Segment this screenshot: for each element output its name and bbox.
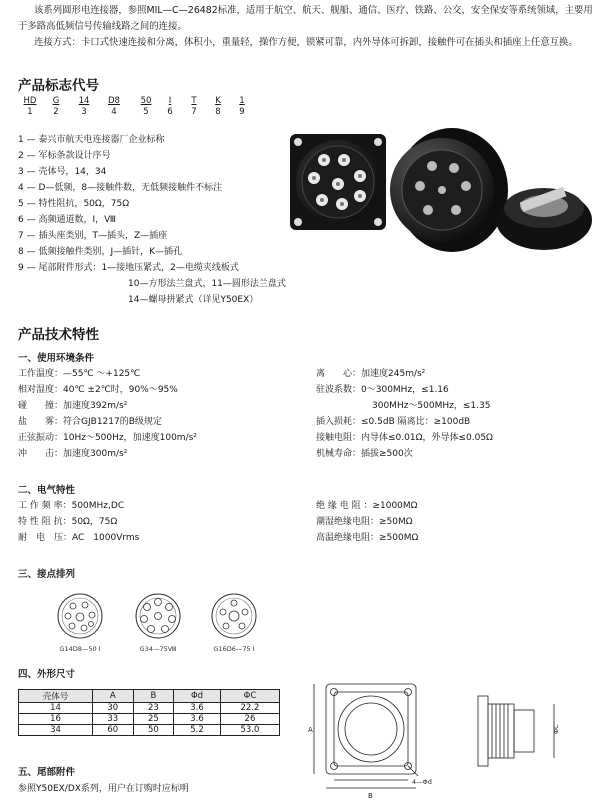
code-def-item: 1 — 泰兴市航天电连接器厂企业标称 xyxy=(18,135,165,145)
elec-right-value: ≥50MΩ xyxy=(379,517,413,527)
elec-left-value: AC 1000Vrms xyxy=(72,533,140,543)
elec-left-value: 500MHz,DC xyxy=(71,501,125,511)
env-left-value: 加速度300m/s² xyxy=(63,449,128,459)
intro-paragraph-1: 该系列圆形电连接器，参照MIL—C—26482标准，适用于航空、航天、舰船、通信、医疗、铁路、公交，安全保安等系统领域，主要用于多路高低频信号传输线路之间的连接。 xyxy=(18,5,593,32)
table-cell: 34 xyxy=(19,725,93,736)
env-left-value: —55℃ ～+125℃ xyxy=(63,369,141,379)
outline-drawing xyxy=(300,676,596,802)
env-left-value: 符合GJB1217的B级规定 xyxy=(63,417,162,427)
table-header-cell: 壳体号 xyxy=(19,690,93,703)
code-designation xyxy=(22,96,254,117)
env-left-key: 冲 击： xyxy=(18,449,64,459)
connector-photo xyxy=(282,124,594,256)
code-part: K xyxy=(215,96,221,106)
env-left-key: 工作温度： xyxy=(18,369,64,379)
env-right-value: 300MHz～500MHz，≤1.35 xyxy=(372,401,491,411)
elec-right-row xyxy=(316,530,596,546)
table-cell: 30 xyxy=(93,703,134,714)
env-left-value: 40℃ ±2℃时，90%～95% xyxy=(63,385,178,395)
table-cell: 22.2 xyxy=(220,703,279,714)
env-right-value: ≤0.5dB 隔离比：≥100dB xyxy=(361,417,471,427)
table-cell: 23 xyxy=(133,703,174,714)
elec-right-key: 绝 缘 电 阻 ： xyxy=(316,501,373,511)
table-cell: 3.6 xyxy=(174,714,221,725)
env-left-row xyxy=(18,366,308,382)
elec-right-value: ≥500MΩ xyxy=(379,533,419,543)
section-title-code: 产品标志代号 xyxy=(18,78,99,94)
dim-label-c: ΦC xyxy=(552,724,560,734)
table-header-cell: B xyxy=(133,690,174,703)
section-title-spec: 产品技术特性 xyxy=(18,327,99,343)
env-left-row xyxy=(18,430,308,446)
elec-left-row xyxy=(18,498,308,514)
table-row xyxy=(19,725,280,736)
table-cell: 50 xyxy=(133,725,174,736)
code-index: 8 xyxy=(215,107,221,117)
elec-left-key: 耐 电 压： xyxy=(18,533,73,543)
code-def-item: 14—螺母拼紧式（详见Y50EX） xyxy=(128,295,259,305)
env-right-value: 插拔≥500次 xyxy=(361,449,413,459)
code-part: 50 xyxy=(140,96,152,106)
env-right-row xyxy=(316,430,596,446)
env-title: 一、使用环境条件 xyxy=(18,353,95,364)
env-right-list xyxy=(316,366,596,462)
code-index: 7 xyxy=(191,107,197,117)
table-cell: 16 xyxy=(19,714,93,725)
elec-right-key: 潮湿绝缘电阻： xyxy=(316,517,380,527)
code-definitions xyxy=(18,132,318,308)
table-cell: 60 xyxy=(93,725,134,736)
elec-left-key: 特 性 阻 抗： xyxy=(18,517,72,527)
contact-diagram-3 xyxy=(210,592,258,640)
elec-left-value: 50Ω，75Ω xyxy=(71,517,118,527)
env-right-row xyxy=(316,414,596,430)
env-right-key: 机械寿命： xyxy=(316,449,362,459)
env-right-row xyxy=(316,398,596,414)
elec-right-key: 高温绝缘电阻： xyxy=(316,533,380,543)
code-part: HD xyxy=(23,96,37,106)
contact-title: 三、接点排列 xyxy=(18,569,76,580)
intro-paragraph-2: 连接方式：卡口式快速连接和分离，体积小，重量轻，操作方便，锁紧可靠，内外导体可拆卸，接触件可在插头和插座上任意互换。 xyxy=(34,37,578,48)
contact-diagram-1 xyxy=(56,592,104,640)
elec-right-list xyxy=(316,498,596,546)
code-def-item: 8 — 低频接触件类别，J—插针，K—插孔 xyxy=(18,247,183,257)
elec-right-row xyxy=(316,498,596,514)
code-index: 4 xyxy=(111,107,117,117)
code-part: 14 xyxy=(78,96,90,106)
table-cell: 3.6 xyxy=(174,703,221,714)
env-right-key: 接触电阻： xyxy=(316,433,362,443)
code-index: 5 xyxy=(143,107,149,117)
code-def-item: 3 — 壳体号，14，34 xyxy=(18,167,107,177)
env-left-row xyxy=(18,414,308,430)
dims-title: 四、外形尺寸 xyxy=(18,669,76,680)
env-right-value: 0～300MHz，≤1.16 xyxy=(361,385,449,395)
env-right-key: 驻波系数： xyxy=(316,385,362,395)
tail-text: 参照Y50EX/DX系列，用户在订购时应标明 xyxy=(18,784,189,794)
code-def-item: 6 — 高频通道数，Ⅰ，Ⅷ xyxy=(18,215,116,225)
env-right-row xyxy=(316,382,596,398)
elec-left-row xyxy=(18,530,308,546)
code-def-item: 2 — 军标条款设计序号 xyxy=(18,151,111,161)
env-left-row xyxy=(18,446,308,462)
code-index: 1 xyxy=(27,107,33,117)
elec-left-list xyxy=(18,498,308,546)
env-right-row xyxy=(316,366,596,382)
code-def-item: 7 — 插头座类别，T—插头，Z—插座 xyxy=(18,231,168,241)
env-left-row xyxy=(18,382,308,398)
env-left-key: 盐 雾： xyxy=(18,417,64,427)
table-header-cell: Φd xyxy=(174,690,221,703)
env-left-row xyxy=(18,398,308,414)
table-header-cell: A xyxy=(93,690,134,703)
code-def-item: 9 — 尾部附件形式：1—接地压紧式，2—电缆夹线板式 xyxy=(18,263,239,273)
code-index: 9 xyxy=(239,107,245,117)
table-cell: 26 xyxy=(220,714,279,725)
env-right-row xyxy=(316,446,596,462)
intro-text xyxy=(18,3,596,51)
contact-caption-3: G16D6—75 Ⅰ xyxy=(213,645,255,653)
table-cell: 25 xyxy=(133,714,174,725)
env-left-value: 10Hz～500Hz，加速度100m/s² xyxy=(63,433,197,443)
env-left-key: 碰 撞： xyxy=(18,401,64,411)
table-header-row xyxy=(19,690,280,703)
table-cell: 5.2 xyxy=(174,725,221,736)
tail-title: 五、尾部附件 xyxy=(18,767,76,778)
code-def-item: 5 — 特性阻抗，50Ω，75Ω xyxy=(18,199,130,209)
code-part: I xyxy=(168,96,172,106)
env-right-value: 加速度245m/s² xyxy=(361,369,426,379)
env-left-key: 相对湿度： xyxy=(18,385,64,395)
env-left-key: 正弦振动： xyxy=(18,433,64,443)
elec-title: 二、电气特性 xyxy=(18,485,76,496)
elec-right-value: ≥1000MΩ xyxy=(372,501,418,511)
env-left-list xyxy=(18,366,308,462)
table-cell: 14 xyxy=(19,703,93,714)
code-def-item: 4 — D—低频，8—接触件数，无低频接触件不标注 xyxy=(18,183,223,193)
table-cell: 53.0 xyxy=(220,725,279,736)
table-header-cell: ΦC xyxy=(220,690,279,703)
dim-label-a: A xyxy=(308,726,313,734)
code-part: T xyxy=(191,96,197,106)
code-index: 2 xyxy=(53,107,59,117)
env-left-value: 加速度392m/s² xyxy=(63,401,128,411)
table-row xyxy=(19,714,280,725)
elec-left-key: 工 作 频 率： xyxy=(18,501,72,511)
contact-caption-1: G14D8—50 Ⅰ xyxy=(59,645,101,653)
env-right-key: 离 心： xyxy=(316,369,362,379)
dimensions-table xyxy=(18,689,280,736)
code-index: 3 xyxy=(81,107,87,117)
dim-label-b: B xyxy=(368,792,373,800)
code-part: G xyxy=(52,96,60,106)
code-def-item: 10—方形法兰盘式，11—圆形法兰盘式 xyxy=(128,279,286,289)
code-part: 1 xyxy=(239,96,245,106)
env-right-value: 内导体≤0.01Ω，外导体≤0.05Ω xyxy=(361,433,493,443)
elec-right-row xyxy=(316,514,596,530)
env-right-key: 插入损耗： xyxy=(316,417,362,427)
elec-left-row xyxy=(18,514,308,530)
dim-label-d: 4—Φd xyxy=(412,778,432,786)
code-index: 6 xyxy=(167,107,173,117)
contact-caption-2: G34—75Ⅷ xyxy=(139,645,177,653)
contact-diagram-2 xyxy=(134,592,182,640)
table-row xyxy=(19,703,280,714)
table-cell: 33 xyxy=(93,714,134,725)
code-part: D8 xyxy=(108,96,120,106)
